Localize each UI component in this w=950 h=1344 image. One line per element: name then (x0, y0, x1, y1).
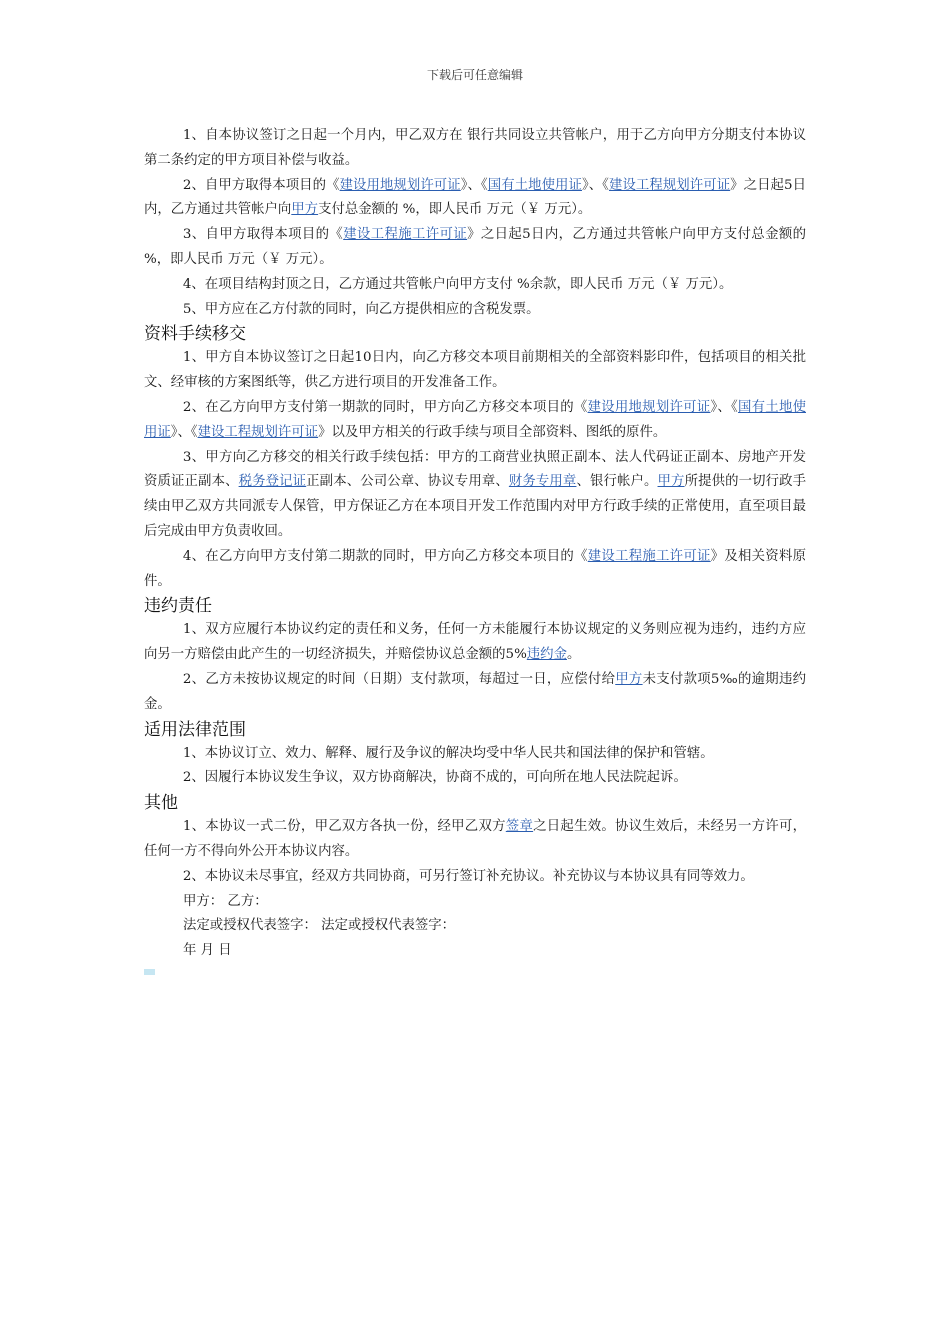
law-clause-1: 1、本协议订立、效力、解释、履行及争议的解决均受中华人民共和国法律的保护和管辖。 (182, 745, 714, 761)
link-land-use-certificate[interactable]: 国有土地使用证 (487, 177, 582, 193)
link-construction-planning-permit[interactable]: 建设工程规划许可证 (197, 424, 319, 440)
link-construction-permit[interactable]: 建设工程施工许可证 (343, 227, 468, 243)
signature-date: 年 月 日 (183, 943, 232, 959)
law-clause-2: 2、因履行本协议发生争议，双方协商解决，协商不成的，可向所在地人民法院起诉。 (182, 770, 687, 786)
link-tax-registration[interactable]: 税务登记证 (238, 474, 307, 490)
payment-clause-5: 5、甲方应在乙方付款的同时，向乙方提供相应的含税发票。 (182, 301, 540, 317)
section-title-liability: 违约责任 (144, 596, 212, 617)
signature-representatives: 法定或授权代表签字： 法定或授权代表签字： (183, 918, 456, 934)
section-title-law: 适用法律范围 (144, 719, 246, 740)
other-clause-1: 1、本协议一式二份，甲乙双方各执一份，经甲乙双方签章之日起生效。协议生效后，未经另一方许可，任何一方不得向外公开本协议内容。 (144, 819, 807, 859)
link-land-planning-permit[interactable]: 建设用地规划许可证 (339, 177, 461, 193)
link-party-a[interactable]: 甲方 (657, 474, 685, 490)
liability-clause-1: 1、双方应履行本协议约定的责任和义务，任何一方未能履行本协议规定的义务则应视为违约，违约方应向另一方赔偿由此产生的一切经济损失，并赔偿协议总金额的5%违约金。 (144, 622, 806, 663)
link-penalty[interactable]: 违约金 (526, 647, 567, 663)
materials-clause-3: 3、甲方向乙方移交的相关行政手续包括：甲方的工商营业执照正副本、法人代码证正副本、房地产开发资质证正副本、税务登记证正副本、公司公章、协议专用章、财务专用章、银行帐户。甲方所提供的一切行政手续由甲乙双方共同派专人保管，甲方保证乙方在本项目开发工作范围内对甲方行政手续的正常使用，直至项目最后完成由甲方负责收回。 (144, 449, 807, 539)
payment-clause-2: 2、自甲方取得本项目的《建设用地规划许可证》、《国有土地使用证》、《建设工程规划许可证》之日起5日内，乙方通过共管帐户向甲方支付总金额的 %，即人民币 万元（￥ 万元）。 (144, 177, 806, 218)
liability-clause-2: 2、乙方未按协议规定的时间（日期）支付款项，每超过一日，应偿付给甲方未支付款项5‰的逾期违约金。 (144, 671, 806, 712)
payment-clause-1: 1、自本协议签订之日起一个月内，甲乙双方在 银行共同设立共管帐户，用于乙方向甲方分期支付本协议第二条约定的甲方项目补偿与收益。 (144, 128, 806, 168)
document-body (144, 124, 806, 964)
materials-clause-4: 4、在乙方向甲方支付第二期款的同时，甲方向乙方移交本项目的《建设工程施工许可证》及相关资料原件。 (144, 548, 806, 589)
link-construction-permit[interactable]: 建设工程施工许可证 (587, 548, 711, 564)
corner-mark (144, 969, 155, 975)
page-header: 下载后可任意编辑 (426, 68, 523, 82)
section-title-materials: 资料手续移交 (144, 324, 246, 345)
link-finance-seal[interactable]: 财务专用章 (508, 474, 577, 490)
payment-clause-4: 4、在项目结构封顶之日，乙方通过共管帐户向甲方支付 %余款，即人民币 万元（￥ 万元）。 (182, 276, 733, 292)
link-party-a[interactable]: 甲方 (615, 671, 643, 687)
link-signature-seal[interactable]: 签章 (505, 819, 534, 835)
materials-clause-2: 2、在乙方向甲方支付第一期款的同时，甲方向乙方移交本项目的《建设用地规划许可证》、《国有土地使用证》、《建设工程规划许可证》以及甲方相关的行政手续与项目全部资料、图纸的原件。 (144, 399, 806, 440)
signature-parties: 甲方： 乙方： (183, 893, 268, 909)
payment-clause-3: 3、自甲方取得本项目的《建设工程施工许可证》之日起5日内，乙方通过共管帐户向甲方支付总金额的 %，即人民币 万元（￥ 万元）。 (144, 227, 806, 267)
link-land-planning-permit[interactable]: 建设用地规划许可证 (587, 399, 711, 415)
materials-clause-1: 1、甲方自本协议签订之日起10日内，向乙方移交本项目前期相关的全部资料影印件，包括项目的相关批文、经审核的方案图纸等，供乙方进行项目的开发准备工作。 (144, 350, 806, 391)
link-party-a[interactable]: 甲方 (291, 202, 319, 218)
other-clause-2: 2、本协议未尽事宜，经双方共同协商，可另行签订补充协议。补充协议与本协议具有同等效力。 (182, 868, 754, 884)
link-land-use-certificate[interactable]: 国有土地使用证 (144, 399, 806, 440)
section-title-other: 其他 (144, 793, 178, 814)
link-construction-planning-permit[interactable]: 建设工程规划许可证 (608, 177, 731, 193)
